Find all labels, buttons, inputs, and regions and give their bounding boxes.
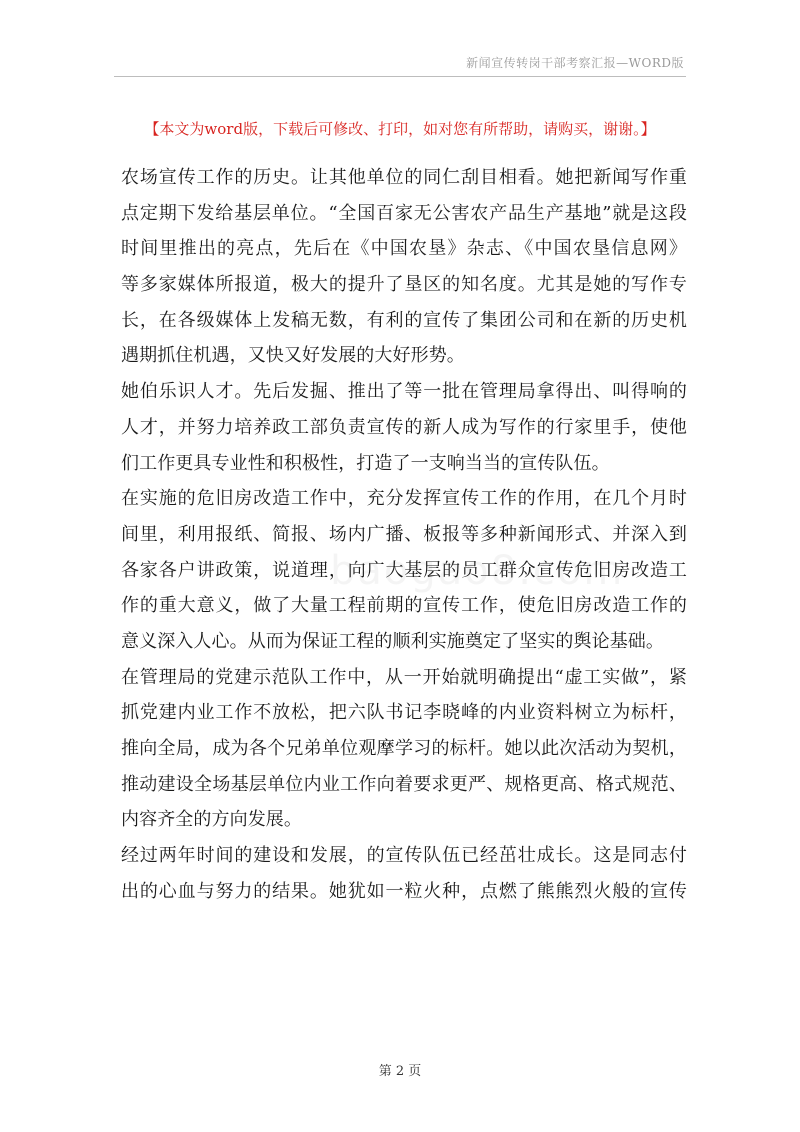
- paragraph-line: 她伯乐识人才。先后发掘、推出了等一批在管理局拿得出、叫得响的: [121, 381, 687, 403]
- page-header: [0, 52, 800, 78]
- paragraph-line: 出的心血与努力的结果。她犹如一粒火种，点燃了熊熊烈火般的宣传: [121, 880, 687, 902]
- paragraph-line: 各家各户讲政策，说道理，向广大基层的员工群众宣传危旧房改造工: [121, 559, 687, 581]
- paragraph-line: 内容齐全的方向发展。: [121, 809, 302, 831]
- paragraph-line: 在实施的危旧房改造工作中，充分发挥宣传工作的作用，在几个月时: [121, 488, 687, 510]
- paragraph-line: 在管理局的党建示范队工作中，从一开始就明确提出“虚工实做”，紧: [121, 666, 687, 688]
- paragraph-line: 间里，利用报纸、简报、场内广播、板报等多种新闻形式、并深入到: [121, 523, 687, 545]
- paragraph-line: 等多家媒体所报道，极大的提升了垦区的知名度。尤其是她的写作专: [121, 274, 687, 296]
- header-divider: [114, 76, 686, 77]
- paragraph-line: 作的重大意义，做了大量工程前期的宣传工作，使危旧房改造工作的: [121, 595, 687, 617]
- paragraph-line: 遇期抓住机遇，又快又好发展的大好形势。: [121, 345, 465, 367]
- paragraph-line: 点定期下发给基层单位。“全国百家无公害农产品生产基地”就是这段: [121, 202, 687, 224]
- paragraph-line: 人才，并努力培养政工部负责宣传的新人成为写作的行家里手，使他: [121, 416, 687, 438]
- paragraph-line: 们工作更具专业性和积极性，打造了一支响当当的宣传队伍。: [121, 452, 610, 474]
- paragraph-line: 经过两年时间的建设和发展，的宣传队伍已经茁壮成长。这是同志付: [121, 845, 687, 867]
- paragraph-line: 抓党建内业工作不放松，把六队书记李晓峰的内业资料树立为标杆，: [121, 702, 687, 724]
- paragraph-line: 推动建设全场基层单位内业工作向着要求更严、规格更高、格式规范、: [121, 773, 687, 795]
- paragraph-line: 时间里推出的亮点，先后在《中国农垦》杂志、《中国农垦信息网》: [121, 238, 687, 260]
- paragraph-line: 农场宣传工作的历史。让其他单位的同仁刮目相看。她把新闻写作重: [121, 167, 687, 188]
- paragraph-line: 意义深入人心。从而为保证工程的顺利实施奠定了坚实的舆论基础。: [121, 630, 664, 652]
- download-notice: 【本文为word版，下载后可修改、打印，如对您有所帮助，请购买，谢谢。】: [144, 120, 656, 138]
- page-number: 第 2 页: [378, 1064, 422, 1079]
- header-title: 新闻宣传转岗干部考察汇报—WORD版: [466, 56, 684, 70]
- document-body: [121, 160, 687, 909]
- paragraph-line: 推向全局，成为各个兄弟单位观摩学习的标杆。她以此次活动为契机，: [121, 738, 687, 759]
- paragraph-line: 长，在各级媒体上发稿无数，有利的宣传了集团公司和在新的历史机: [121, 309, 687, 331]
